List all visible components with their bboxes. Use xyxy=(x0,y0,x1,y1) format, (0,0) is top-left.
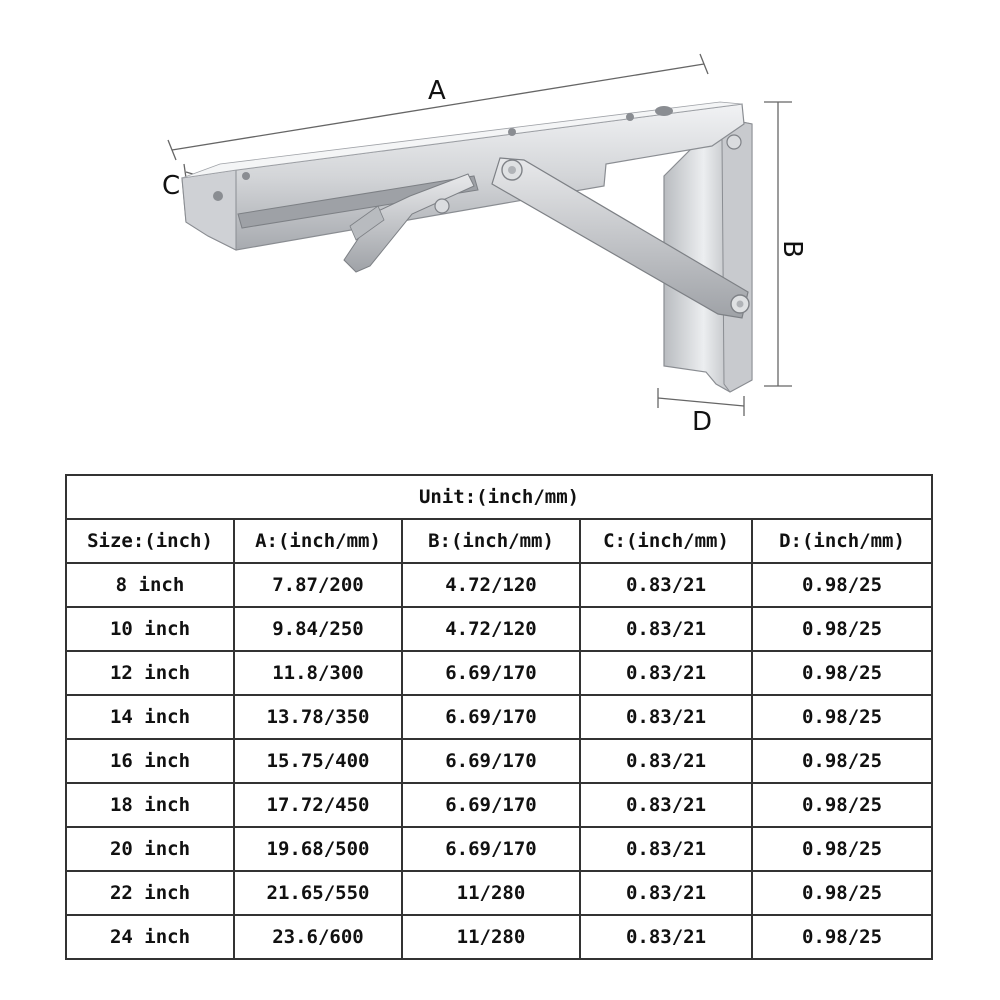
header-c: C:(inch/mm) xyxy=(580,519,752,563)
cell-c: 0.83/21 xyxy=(580,695,752,739)
cell-a: 21.65/550 xyxy=(234,871,402,915)
cell-a: 19.68/500 xyxy=(234,827,402,871)
cell-c: 0.83/21 xyxy=(580,607,752,651)
cell-a: 7.87/200 xyxy=(234,563,402,607)
table-row xyxy=(66,563,932,607)
size-table xyxy=(65,474,933,960)
table-row xyxy=(66,739,932,783)
bracket-figure xyxy=(0,0,1000,460)
table-title: Unit:(inch/mm) xyxy=(66,475,932,519)
table-row xyxy=(66,651,932,695)
cell-b: 6.69/170 xyxy=(402,827,580,871)
cell-a: 11.8/300 xyxy=(234,651,402,695)
cell-b: 11/280 xyxy=(402,871,580,915)
table-row xyxy=(66,695,932,739)
cell-size: 10 inch xyxy=(66,607,234,651)
cell-d: 0.98/25 xyxy=(752,563,932,607)
cell-b: 11/280 xyxy=(402,915,580,959)
table-row xyxy=(66,783,932,827)
cell-c: 0.83/21 xyxy=(580,871,752,915)
cell-size: 22 inch xyxy=(66,871,234,915)
dimension-label-b: B xyxy=(776,240,807,258)
cell-d: 0.98/25 xyxy=(752,915,932,959)
cell-size: 14 inch xyxy=(66,695,234,739)
cell-d: 0.98/25 xyxy=(752,871,932,915)
cell-c: 0.83/21 xyxy=(580,739,752,783)
cell-d: 0.98/25 xyxy=(752,827,932,871)
cell-d: 0.98/25 xyxy=(752,783,932,827)
dimension-label-a: A xyxy=(428,76,446,106)
cell-a: 9.84/250 xyxy=(234,607,402,651)
cell-b: 6.69/170 xyxy=(402,783,580,827)
table-row xyxy=(66,827,932,871)
table-header-row xyxy=(66,519,932,563)
bracket-illustration xyxy=(0,0,1000,460)
cell-b: 6.69/170 xyxy=(402,651,580,695)
cell-a: 15.75/400 xyxy=(234,739,402,783)
cell-d: 0.98/25 xyxy=(752,651,932,695)
dimension-label-c: C xyxy=(162,171,181,201)
cell-size: 8 inch xyxy=(66,563,234,607)
cell-size: 24 inch xyxy=(66,915,234,959)
cell-c: 0.83/21 xyxy=(580,783,752,827)
table-row xyxy=(66,871,932,915)
cell-b: 4.72/120 xyxy=(402,607,580,651)
cell-size: 16 inch xyxy=(66,739,234,783)
header-d: D:(inch/mm) xyxy=(752,519,932,563)
cell-a: 23.6/600 xyxy=(234,915,402,959)
cell-size: 12 inch xyxy=(66,651,234,695)
cell-b: 4.72/120 xyxy=(402,563,580,607)
cell-size: 18 inch xyxy=(66,783,234,827)
table-row xyxy=(66,607,932,651)
header-a: A:(inch/mm) xyxy=(234,519,402,563)
cell-d: 0.98/25 xyxy=(752,695,932,739)
header-size: Size:(inch) xyxy=(66,519,234,563)
cell-d: 0.98/25 xyxy=(752,607,932,651)
size-table-container xyxy=(65,474,931,948)
cell-c: 0.83/21 xyxy=(580,827,752,871)
cell-b: 6.69/170 xyxy=(402,695,580,739)
header-b: B:(inch/mm) xyxy=(402,519,580,563)
cell-a: 17.72/450 xyxy=(234,783,402,827)
cell-c: 0.83/21 xyxy=(580,651,752,695)
dimension-label-d: D xyxy=(692,407,713,437)
cell-c: 0.83/21 xyxy=(580,915,752,959)
table-row xyxy=(66,915,932,959)
cell-b: 6.69/170 xyxy=(402,739,580,783)
cell-a: 13.78/350 xyxy=(234,695,402,739)
cell-c: 0.83/21 xyxy=(580,563,752,607)
cell-size: 20 inch xyxy=(66,827,234,871)
cell-d: 0.98/25 xyxy=(752,739,932,783)
